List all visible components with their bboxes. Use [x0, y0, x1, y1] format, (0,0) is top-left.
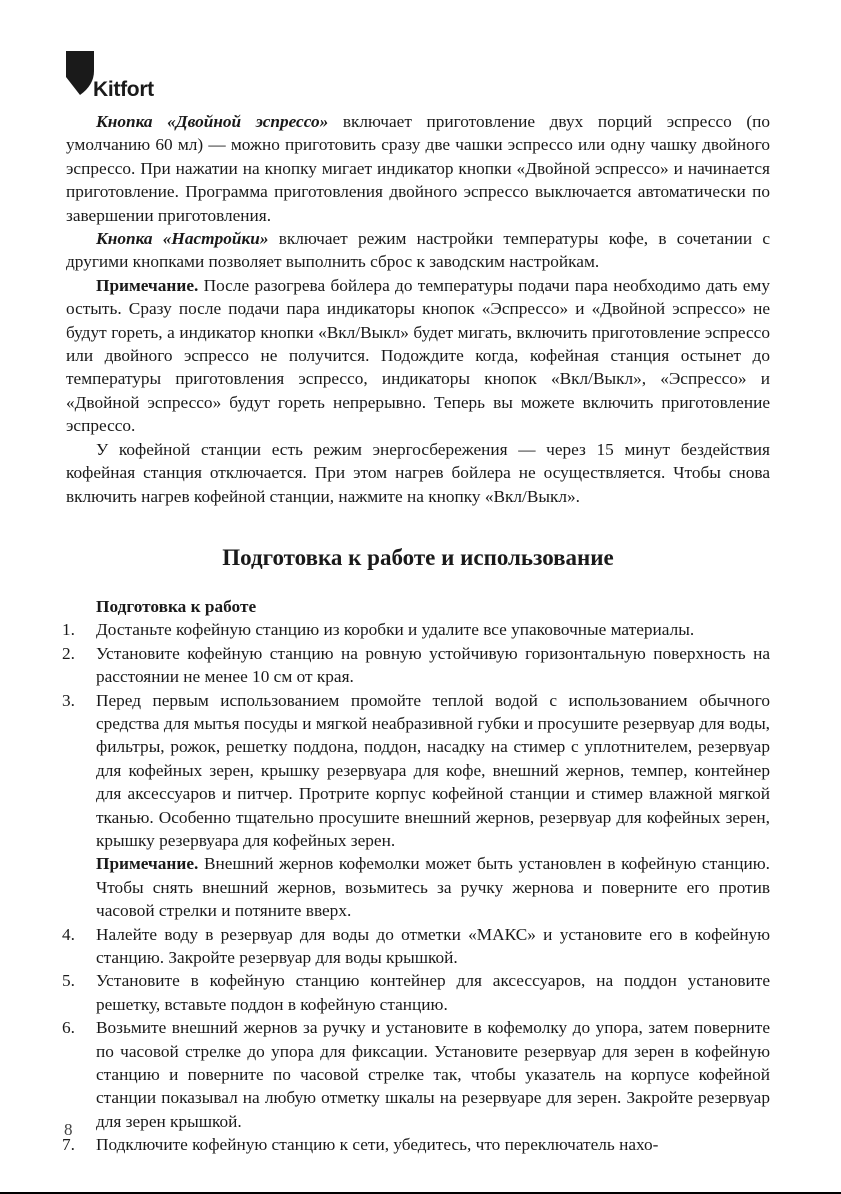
section-subheading: Подготовка к работе	[96, 596, 257, 616]
note-label: Примечание.	[96, 275, 199, 295]
step-number: 3.	[62, 690, 75, 710]
page-number: 8	[64, 1120, 73, 1139]
section-heading: Подготовка к работе и использование	[222, 544, 614, 570]
step-text: Достаньте кофейную станцию из коробки и удалите все упаковочные материалы.	[96, 620, 695, 640]
step-note	[96, 852, 770, 922]
paragraph-text: После разогрева бойлера до температуры подачи пара необходимо дать ему остыть. Сразу после подачи пара индикаторы кнопок «Эспрессо» и «Двойной эспрессо» не будут гореть, а индикатор кнопки «Вкл/Выкл» будет мигать, включить приготовление эспрессо или двойного эспрессо не получится. Подождите когда, кофейная станция остынет до температуры приготовления эспрессо, индикаторы кнопок «Вкл/Выкл», «Эспрессо» и «Двойной эспрессо» будут гореть непрерывно. Теперь вы можете включить приготовление эспрессо.	[66, 275, 770, 436]
step-text: Перед первым использованием промойте теплой водой с использованием обычного средства для мытья посуды и мягкой неабразивной губки и просушите резервуар для воды, фильтры, рожок, решетку поддона, поддон, насадку на стимер с уплотнителем, резервуар для кофейных зерен, крышку резервуара для кофе, внешний жернов, темпер, контейнер для аксессуаров и питчер. Протрите корпус кофейной станции и стимер влажной мягкой тканью. Особенно тщательно просушите внешний жернов, резервуар для кофейных зерен, крышку резервуара для кофейных зерен.	[96, 690, 770, 850]
note-text: Внешний жернов кофемолки может быть установлен в кофейную станцию. Чтобы снять внешний жернов, возьмитесь за ручку жернова и поверните его против часовой стрелки и потяните вверх.	[96, 854, 770, 921]
paragraph-energy-saving: У кофейной станции есть режим энергосбережения — через 15 минут бездействия кофейная станция отключается. При этом нагрев бойлера не осуществляется. Чтобы снова включить нагрев кофейной станции, нажмите на кнопку «Вкл/Выкл».	[66, 439, 770, 506]
paragraph-text: включает режим настройки температуры кофе, в сочетании с другими кнопками позволяет выполнить сброс к заводским настройкам.	[66, 229, 770, 272]
step-number: 2.	[62, 643, 75, 663]
list-item	[62, 923, 770, 970]
term-double-espresso: Кнопка «Двойной эспрессо»	[96, 112, 329, 131]
step-number: 5.	[62, 971, 75, 991]
list-item	[62, 969, 770, 1016]
list-item	[62, 1133, 770, 1156]
paragraph-double-espresso	[66, 110, 770, 227]
step-text: Возьмите внешний жернов за ручку и установите в кофемолку до упора, затем поверните по часовой стрелке до упора для фиксации. Установите резервуар для зерен в кофейную станцию и поверните по часовой стрелке так, чтобы указатель на корпусе кофейной станции показывал на любую отметку шкалы на резервуаре для зерен. Закройте резервуар для зерен крышкой.	[96, 1018, 770, 1131]
list-item	[62, 1016, 770, 1133]
step-text: Подключите кофейную станцию к сети, убедитесь, что переключатель нахо-	[96, 1135, 659, 1155]
steps-list	[62, 618, 770, 1156]
paragraph-text: включает приготовление двух порций эспрессо (по умолчанию 60 мл) — можно приготовить сразу две чашки эспрессо или одну чашку двойного эспрессо. При нажатии на кнопку мигает индикатор кнопки «Двойной эспрессо» и начинается приготовление. Программа приготовления двойного эспрессо выключается автоматически по завершении приготовления.	[66, 112, 771, 225]
paragraph-note	[66, 274, 770, 438]
step-number: 1.	[62, 620, 75, 640]
kitfort-logo-icon	[66, 51, 94, 95]
step-number: 6.	[62, 1018, 75, 1038]
list-item	[62, 618, 770, 641]
paragraph-settings	[66, 227, 770, 274]
note-label: Примечание.	[96, 854, 199, 874]
step-text: Установите кофейную станцию на ровную устойчивую горизонтальную поверхность на расстоянии не менее 10 см от края.	[96, 643, 770, 687]
page-content	[62, 110, 771, 1157]
brand-name: Kitfort	[93, 78, 154, 101]
step-text: Налейте воду в резервуар для воды до отметки «МАКС» и установите его в кофейную станцию. Закройте резервуар для воды крышкой.	[96, 924, 770, 967]
list-item	[62, 689, 770, 923]
step-number: 4.	[62, 924, 75, 944]
step-text: Установите в кофейную станцию контейнер для аксессуаров, на поддон установите решетку, вставьте поддон в кофейную станцию.	[96, 971, 770, 1014]
step-number: 7.	[62, 1135, 75, 1155]
list-item	[62, 642, 770, 689]
term-settings: Кнопка «Настройки»	[96, 229, 269, 249]
